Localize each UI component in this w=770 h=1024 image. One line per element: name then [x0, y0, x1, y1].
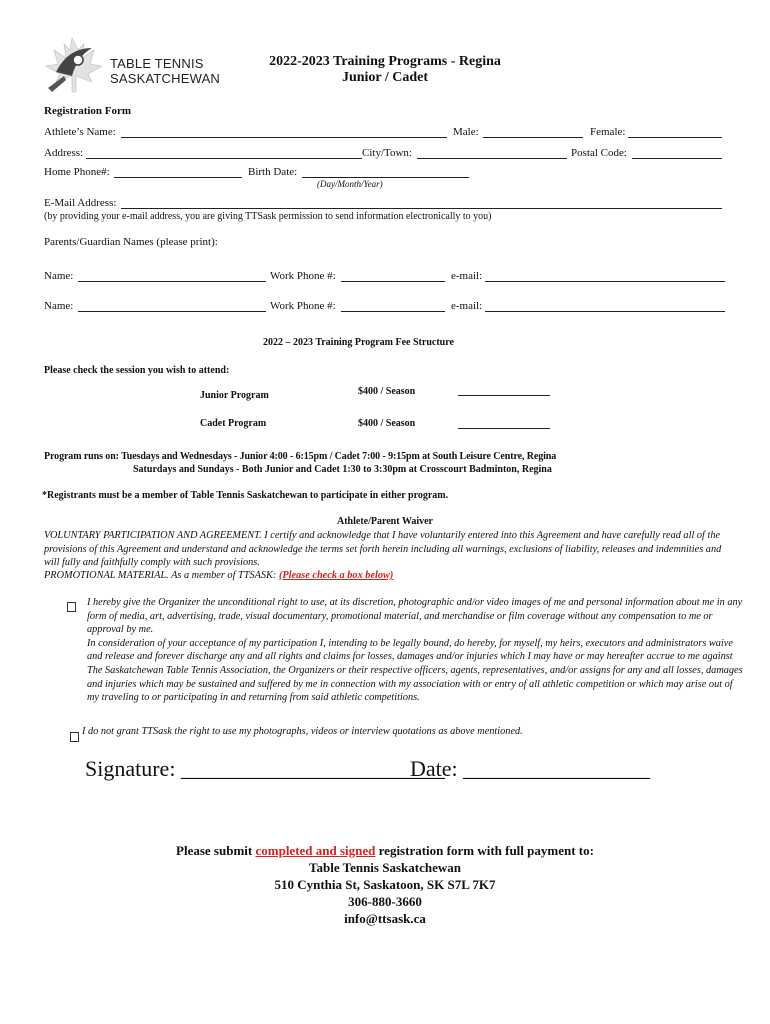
org-name: Table Tennis Saskatchewan	[309, 860, 461, 875]
parent1-name-field[interactable]	[78, 281, 266, 282]
birth-date-field[interactable]	[302, 177, 469, 178]
org-email: info@ttsask.ca	[344, 911, 426, 926]
postal-field[interactable]	[632, 158, 722, 159]
athlete-name-label: Athlete’s Name:	[44, 126, 116, 138]
logo-line-1: TABLE TENNIS	[110, 56, 204, 71]
schedule-line-1: Program runs on: Tuesdays and Wednesdays - Junior 4:00 - 6:15pm / Cadet 7:00 - 9:15pm at South Leisure Centre, Regina	[44, 451, 557, 462]
male-label: Male:	[453, 126, 479, 138]
address-field[interactable]	[86, 158, 362, 159]
session-instruction: Please check the session you wish to attend:	[44, 365, 230, 376]
parent2-email-label: e-mail:	[451, 300, 483, 312]
parent1-work-field[interactable]	[341, 281, 445, 282]
email-note: (by providing your e-mail address, you are giving TTSask permission to send information electronically to you)	[44, 211, 492, 222]
parent1-name-label: Name:	[44, 270, 74, 282]
email-field[interactable]	[121, 208, 722, 209]
parent2-name-field[interactable]	[78, 311, 266, 312]
parents-label: Parents/Guardian Names (please print):	[44, 236, 218, 248]
submit-highlight: completed and signed	[255, 843, 376, 858]
option-grant-checkbox[interactable]	[67, 598, 82, 616]
submit-prefix: Please submit	[176, 843, 256, 858]
promo-prefix: PROMOTIONAL MATERIAL. As a member of TTSASK:	[44, 570, 279, 581]
junior-program-label: Junior Program	[200, 390, 269, 401]
junior-program-price: $400 / Season	[358, 386, 416, 397]
registration-heading: Registration Form	[44, 105, 132, 117]
cadet-program-label: Cadet Program	[200, 418, 267, 429]
voluntary-agreement: VOLUNTARY PARTICIPATION AND AGREEMENT. I certify and acknowledge that I have voluntarily entered into this Agreement and have carefully read all of the provisions of this Agreement and understand and acknowledge the terms set forth herein including all warnings, exclusions of liability, releases and indemnities and will fully and faithfully comply with such provisions.	[44, 530, 722, 569]
female-label: Female:	[590, 126, 626, 138]
waiver-heading: Athlete/Parent Waiver	[337, 516, 433, 527]
address-label: Address:	[44, 147, 84, 159]
option-grant-text	[87, 596, 747, 705]
male-field[interactable]	[483, 137, 583, 138]
parent2-name-label: Name:	[44, 300, 74, 312]
email-label: E-Mail Address:	[44, 197, 117, 209]
home-phone-field[interactable]	[114, 177, 242, 178]
city-field[interactable]	[417, 158, 567, 159]
submit-suffix: registration form with full payment to:	[375, 843, 594, 858]
option-grant-part1: I hereby give the Organizer the unconditional right to use, at its discretion, photographic and/or video images of me and personal information about me in any form of media, art, advertising, trade, visual documentary, promotional material, and merchandise or film coverage without any compensation to me or approval by me.	[87, 597, 743, 636]
submit-instruction	[0, 843, 770, 859]
org-address: 510 Cynthia St, Saskatoon, SK S7L 7K7	[274, 877, 496, 892]
parent1-work-label: Work Phone #:	[270, 270, 336, 282]
membership-note: *Registrants must be a member of Table Tennis Saskatchewan to participate in either program.	[42, 490, 449, 501]
birth-date-hint: (Day/Month/Year)	[317, 179, 383, 189]
athlete-name-field[interactable]	[121, 137, 447, 138]
option-deny-text: I do not grant TTSask the right to use my photographs, videos or interview quotations as above mentioned.	[82, 726, 523, 737]
page-title: 2022-2023 Training Programs - Regina	[269, 54, 501, 69]
city-label: City/Town:	[362, 147, 412, 159]
parent2-work-field[interactable]	[341, 311, 445, 312]
logo-line-2: SASKATCHEWAN	[110, 71, 221, 86]
schedule-line-2: Saturdays and Sundays - Both Junior and Cadet 1:30 to 3:30pm at Crosscourt Badminton, Regina	[133, 464, 552, 475]
birth-date-label: Birth Date:	[248, 166, 298, 178]
home-phone-label: Home Phone#:	[44, 166, 110, 178]
cadet-program-price: $400 / Season	[358, 418, 416, 429]
signature-line[interactable]: Signature: ________________________	[85, 756, 445, 781]
option-grant-part2: In consideration of your acceptance of my participation I, intending to be legally bound, do hereby, for myself, my heirs, executors and administrators waive and release and forever discharge any and all rights and claims for losses, damages and/or injuries which I may have or may hereafter accrue to me against The Saskatchewan Table Tennis Association, the Organizers or their respective officers, agents, representatives, and/or assigns for any and all losses, damages and injuries which may be sustained and suffered by me in connection with my association with or entry of all athletic competition or which may arise out of my traveling to or participating in and returning from said athletic competitions.	[87, 637, 743, 704]
fee-heading: 2022 – 2023 Training Program Fee Structure	[263, 337, 454, 348]
cadet-program-checkline[interactable]	[458, 428, 550, 429]
parent1-email-label: e-mail:	[451, 270, 483, 282]
org-phone: 306-880-3660	[348, 894, 422, 909]
date-line[interactable]: Date: _________________	[410, 756, 651, 781]
parent2-email-field[interactable]	[485, 311, 725, 312]
postal-label: Postal Code:	[571, 147, 627, 159]
junior-program-checkline[interactable]	[458, 395, 550, 396]
female-field[interactable]	[628, 137, 722, 138]
parent2-work-label: Work Phone #:	[270, 300, 336, 312]
parent1-email-field[interactable]	[485, 281, 725, 282]
promotional-material	[44, 570, 393, 581]
promo-check-note: (Please check a box below)	[278, 570, 394, 581]
page-subtitle: Junior / Cadet	[341, 70, 429, 85]
